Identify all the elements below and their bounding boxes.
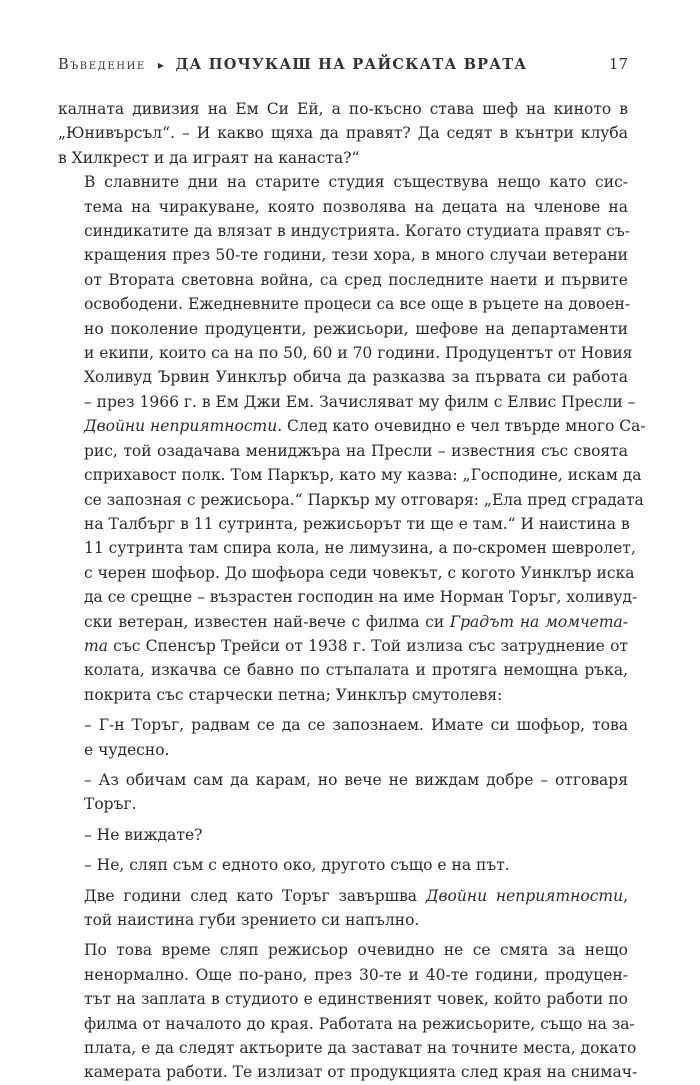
text-line: с черен шофьор. До шофьора седи човекът, с когото Уинклър иска <box>84 563 635 582</box>
text-line: – през 1966 г. в Ем Джи Ем. Зачисляват му филм с Елвис Пресли – <box>84 392 636 411</box>
text-line: и екипи, които са на по 50, 60 и 70 години. Продуцентът от Новия <box>84 344 633 363</box>
text-line: синдикатите да влязат в индустрията. Когато студиата правят съ- <box>84 222 630 241</box>
text-line: калната дивизия на Ем Си Ей, а по-късно става шеф на киното в <box>58 100 628 118</box>
text-line: на Талбърг в 11 сутринта, режисьорът ти ще е там.“ И наистина в <box>84 514 630 533</box>
paragraph <box>58 853 628 877</box>
text-line: в Хилкрест и да играят на канаста?“ <box>58 148 360 167</box>
text-line: ски ветеран, известен най-вече с филма си Градът на момчета- <box>84 612 628 631</box>
running-head-chapter-title: ДА ПОЧУКАШ НА РАЙСКАТА ВРАТА <box>175 56 528 73</box>
text-line: покрита със старчески петна; Уинклър смутолевя: <box>84 685 503 704</box>
paragraph <box>58 713 628 762</box>
page-number: 17 <box>608 55 628 73</box>
text-line: сприхавост полк. Том Паркър, като му казва: „Господине, искам да <box>84 466 642 485</box>
text-line: Торъг. <box>84 795 137 814</box>
text-line: тема на чиракуване, която позволява на децата на членове на <box>84 197 628 216</box>
text-line: освободени. Ежедневните процеси са все още в ръцете на довоен- <box>84 295 631 314</box>
text-line: – Аз обичам сам да карам, но вече не виждам добре – отговаря <box>84 770 628 789</box>
text-line: плата, е да следят актьорите да застават на точните места, докато <box>84 1039 637 1058</box>
paragraph <box>58 170 646 707</box>
text-line: В славните дни на старите студия съществува нещо като сис- <box>84 173 628 192</box>
triangle-right-icon: ▸ <box>157 58 166 72</box>
text-line: По това време сляп режисьор очевидно не се смята за нещо <box>84 941 628 960</box>
text-line: той наистина губи зрението си напълно. <box>84 911 420 929</box>
text-line: – Не виждате? <box>84 825 203 844</box>
text-line: „Юнивърсъл“. – И какво щяха да правят? Да седят в кънтри клуба <box>58 124 628 143</box>
running-head <box>58 55 628 77</box>
text-line: да се срещне – възрастен господин на име Норман Торъг, холивуд- <box>84 588 638 607</box>
paragraph <box>58 97 628 170</box>
text-line: ненормално. Още по-рано, през 30-те и 40-те години, продуцен- <box>84 965 628 984</box>
paragraph <box>58 884 628 933</box>
text-line: е чудесно. <box>84 740 170 759</box>
paragraph <box>58 938 638 1084</box>
text-line: филма от началото до края. Работата на режисьорите, също на за- <box>84 1014 635 1033</box>
text-line: рис, той озадачава мениджъра на Пресли – известния със своята <box>84 441 628 460</box>
paragraph <box>58 823 628 847</box>
text-line: от Втората световна война, са сред последните наети и първите <box>84 270 628 289</box>
paragraph <box>58 768 628 817</box>
text-line: кращения през 50-те години, тези хора, в много случаи ветерани <box>84 246 628 265</box>
text-line: но поколение продуценти, режисьори, шефове на департаменти <box>84 319 628 338</box>
text-line: 11 сутринта там спира кола, не лимузина, а по-скромен шевролет, <box>84 539 636 558</box>
text-line: се запозная с режисьора.“ Паркър му отговаря: „Ела пред сградата <box>84 490 644 509</box>
running-head-section: Въведение <box>58 57 146 73</box>
text-line: Двойни неприятности. След като очевидно е чел твърде много Са- <box>84 417 646 436</box>
text-line: та със Спенсър Трейси от 1938 г. Той излиза със затруднение от <box>84 636 628 655</box>
text-line: колата, изкачва се бавно по стъпалата и протяга немощна ръка, <box>84 661 628 680</box>
text-line: Две години след като Торъг завършва Двойни неприятности, <box>84 886 628 905</box>
text-line: тът на заплата в студиото е единственият човек, който работи по <box>84 990 628 1009</box>
text-line: камерата работи. Те излизат от продукцията след края на снимач- <box>84 1063 638 1082</box>
text-line: – Г-н Торъг, радвам се да се запознаем. Имате си шофьор, това <box>84 716 628 735</box>
body-text <box>58 97 646 1085</box>
text-line: – Не, сляп съм с едното око, другото също е на път. <box>84 856 510 875</box>
text-line: Холивуд Ървин Уинклър обича да разказва за първата си работа <box>84 368 628 387</box>
